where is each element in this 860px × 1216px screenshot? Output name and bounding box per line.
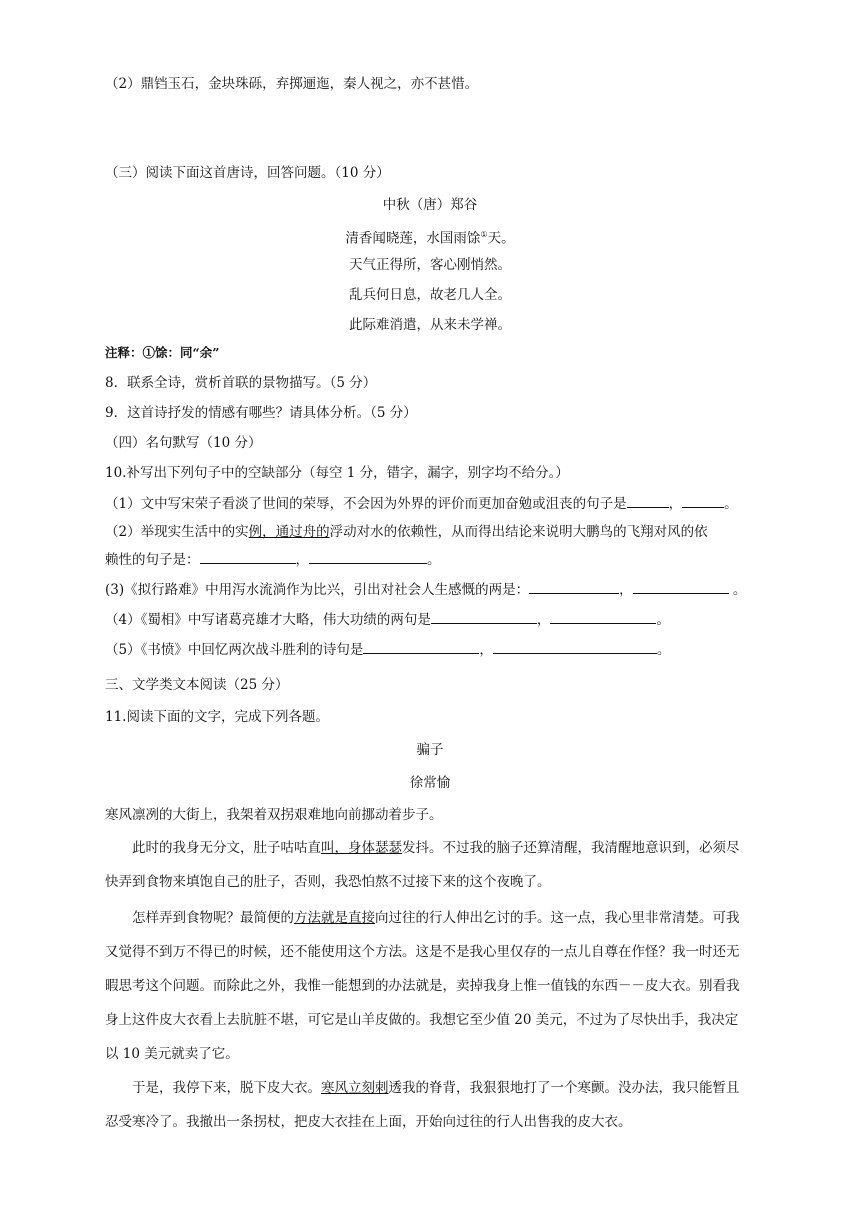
q10-2-text-cont: 浮动对水的依赖性，从而得出结论来说明大鹏鸟的飞翔对风的依 [329, 524, 708, 540]
underlined-text: 寒风立刻刺 [321, 1080, 389, 1096]
q10-4-text: （4）《蜀相》中写诸葛亮雄才大略，伟大功绩的两句是 [105, 612, 431, 628]
underlined-text: 叫，身体瑟瑟 [321, 840, 402, 856]
p2-text: 此时的我身无分文，肚子咕咕直 [132, 840, 321, 856]
poem-title: 中秋（唐）郑谷 [382, 197, 478, 213]
comma: ， [479, 642, 493, 658]
underlined-text: 方法就是直接 [294, 910, 375, 926]
q10-2-text-end: 赖性的句子是： [105, 552, 200, 568]
footnote-marker: ① [480, 230, 488, 239]
q2-line: （2）鼎铛玉石，金块珠砾，弃掷逦迤，秦人视之，亦不甚惜。 [105, 76, 479, 92]
comma: ， [536, 612, 551, 628]
paragraph-3-line-4: 身上这件皮大衣看上去肮脏不堪，可它是山羊皮做的。我想它至少值 20 美元，不过为了尽快出手，我决定 [105, 1012, 739, 1028]
question-10-4 [105, 609, 670, 630]
story-title: 骗子 [416, 742, 444, 758]
underlined-text: 例，通过舟的 [248, 524, 330, 540]
poem-line-1 [0, 225, 860, 249]
q10-1-text: （1）文中写宋荣子看淡了世间的荣辱，不会因为外界的评价而更加奋勉或沮丧的句子是 [105, 496, 627, 512]
period: 。 [724, 496, 738, 512]
question-10-2 [105, 522, 708, 542]
p4-text: 于是，我停下来，脱下皮大衣。 [132, 1080, 321, 1096]
paragraph-1: 寒风凛冽的大街上，我架着双拐艰难地向前挪动着步子。 [105, 807, 443, 823]
question-10-3 [105, 579, 746, 600]
poem-line-4: 此际难消遣，从来未学禅。 [349, 317, 511, 333]
q10-5-text: （5）《书愤》中回忆两次战斗胜利的诗句是 [105, 642, 364, 658]
paragraph-4 [132, 1078, 740, 1098]
poem-line-1-end: 天。 [487, 230, 515, 247]
q10-3-text: (3)《拟行路难》中用泻水流淌作为比兴，引出对社会人生感慨的两是： [105, 582, 530, 598]
question-10-1 [105, 493, 738, 514]
question-8: 8．联系全诗，赏析首联的景物描写。（5 分） [105, 375, 377, 391]
period: 。 [728, 582, 747, 598]
paragraph-2 [132, 838, 740, 858]
answer-blank[interactable] [682, 493, 724, 508]
section-4-header: （四）名句默写（10 分） [105, 435, 262, 451]
poem-line-3: 乱兵何日息，故老几人全。 [349, 287, 511, 303]
footnote: 注释：①馀：同“余” [105, 345, 220, 360]
section-three-header: 三、文学类文本阅读（25 分） [105, 677, 289, 693]
answer-blank[interactable] [309, 549, 427, 564]
answer-blank[interactable] [627, 493, 669, 508]
question-10: 10.补写出下列句子中的空缺部分（每空 1 分，错字，漏字，别字均不给分。） [105, 465, 569, 481]
question-10-2-cont [105, 549, 441, 570]
comma: ， [619, 582, 633, 598]
p3-text: 怎样弄到食物呢？最简便的 [132, 910, 294, 926]
period: 。 [656, 642, 671, 658]
p3-text-cont: 向过往的行人伸出乞讨的手。这一点，我心里非常清楚。可我 [375, 910, 740, 926]
answer-blank[interactable] [363, 639, 479, 654]
paragraph-2-cont: 快弄到食物来填饱自己的肚子，否则，我恐怕熬不过接下来的这个夜晚了。 [105, 874, 551, 890]
question-11: 11.阅读下面的文字，完成下列各题。 [105, 709, 329, 725]
answer-blank[interactable] [550, 609, 656, 624]
poem-line-1-text: 清香闻晓莲，水国雨馀 [345, 230, 481, 247]
comma: ， [295, 552, 309, 568]
question-9: 9．这首诗抒发的情感有哪些？请具体分析。（5 分） [105, 405, 417, 421]
p2-text-cont: 发抖。不过我的脑子还算清醒，我清醒地意识到，必须尽 [402, 840, 740, 856]
paragraph-4-cont: 忍受寒冷了。我撤出一条拐杖，把皮大衣挂在上面，开始向过往的行人出售我的皮大衣。 [105, 1114, 632, 1130]
question-10-5 [105, 639, 670, 660]
paragraph-3-line-3: 暇思考这个问题。而除此之外，我惟一能想到的办法就是，卖掉我身上惟一值钱的东西－－皮大衣。别看我 [105, 978, 740, 994]
q10-2-text: （2）举现实生活中的实 [105, 524, 249, 540]
answer-blank[interactable] [200, 549, 296, 564]
period: 。 [427, 552, 441, 568]
answer-blank[interactable] [431, 609, 537, 624]
answer-blank[interactable] [633, 579, 729, 594]
poem-line-2: 天气正得所，客心刚悄然。 [349, 257, 511, 273]
paragraph-3 [132, 908, 740, 928]
period: 。 [656, 612, 670, 628]
paragraph-3-line-2: 又觉得不到万不得已的时候，还不能使用这个方法。这是不是我心里仅存的一点儿自尊在作怪？我一时还无 [105, 944, 740, 960]
section-3-header: （三）阅读下面这首唐诗，回答问题。（10 分） [105, 165, 390, 181]
answer-blank[interactable] [529, 579, 619, 594]
story-author: 徐常愉 [409, 775, 451, 791]
paragraph-3-line-5: 以 10 美元就卖了它。 [105, 1046, 239, 1062]
answer-blank[interactable] [493, 639, 657, 654]
comma: ， [668, 496, 683, 512]
p4-text-cont: 透我的脊背，我狠狠地打了一个寒颤。没办法，我只能暂且 [388, 1080, 740, 1096]
